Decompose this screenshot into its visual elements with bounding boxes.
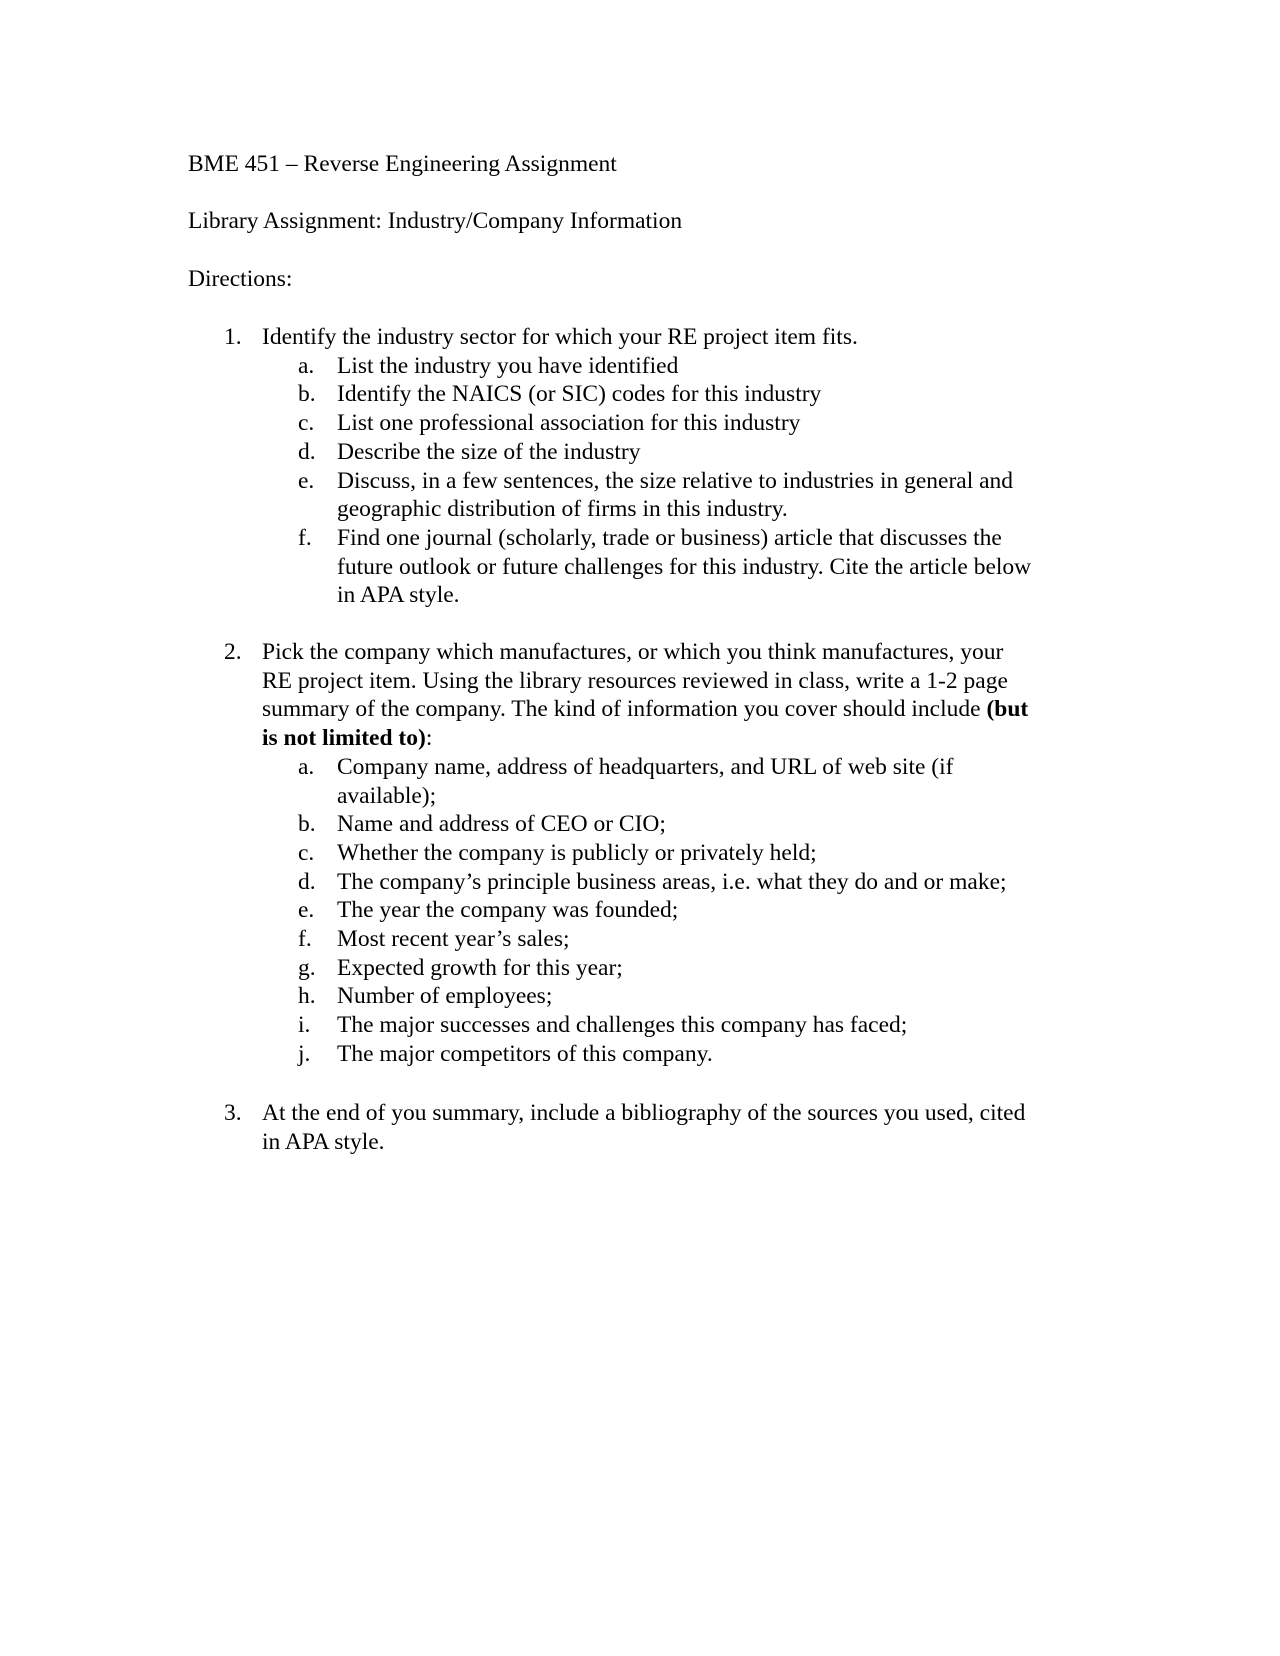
text-line: in APA style. [262,1128,385,1155]
sub-text [337,1011,1280,1040]
bold-text: is not limited to) [262,725,426,752]
text-line: Describe the size of the industry [337,438,641,465]
sub-text [337,438,1280,467]
sub-text [337,896,1280,925]
sub-letter: j. [298,1040,311,1067]
sub-letter: c. [298,839,315,866]
sub-letter: h. [298,983,316,1010]
sub-text [337,925,1280,954]
sub-text [337,352,1280,381]
sub-text [337,753,1280,810]
text-line: The major competitors of this company. [337,1040,713,1067]
sublist-item [0,839,1280,868]
sub-letter: b. [298,381,316,408]
sublist-item [0,524,1280,610]
sublist-item [0,467,1280,524]
sublist-item [0,1040,1280,1069]
document-subtitle: Library Assignment: Industry/Company Information [188,208,683,234]
directions-heading: Directions: [188,266,293,292]
list-item-text [262,1099,1102,1156]
sublist [0,352,1280,610]
sublist-item [0,352,1280,381]
sublist-item [0,1011,1280,1040]
sub-letter: b. [298,811,316,838]
text-line: Number of employees; [337,983,553,1010]
text-run: summary of the company. The kind of information you cover should include [262,696,987,723]
text-line: The company’s principle business areas, i.e. what they do and or make; [337,868,1007,895]
text-line: Most recent year’s sales; [337,926,570,953]
text-run: : [425,725,433,752]
sublist-item [0,954,1280,983]
list-item-text [262,638,1102,753]
sub-letter: f. [298,926,312,953]
text-line: geographic distribution of firms in this industry. [337,496,788,523]
text-line: Company name, address of headquarters, and URL of web site (if [337,753,954,780]
sub-text [337,380,1280,409]
sub-letter: f. [298,524,312,551]
text-line: List the industry you have identified [337,352,679,379]
text-line: At the end of you summary, include a bibliography of the sources you used, cited [262,1100,1026,1126]
list-item-text [262,323,1102,352]
text-line: Pick the company which manufactures, or which you think manufactures, your [262,639,1004,665]
sub-text [337,839,1280,868]
sub-letter: a. [298,753,315,780]
text-line: in APA style. [337,582,460,609]
sub-letter: i. [298,1012,311,1039]
text-line: Identify the industry sector for which your RE project item fits. [262,324,858,350]
text-line: Discuss, in a few sentences, the size relative to industries in general and [337,467,1014,494]
sublist-item [0,982,1280,1011]
sublist-item [0,438,1280,467]
sub-letter: d. [298,438,316,465]
sub-text [337,409,1280,438]
sub-letter: e. [298,897,315,924]
sub-letter: e. [298,467,315,494]
sub-text [337,982,1280,1011]
text-line: Identify the NAICS (or SIC) codes for this industry [337,381,822,408]
list-number: 1. [224,324,242,350]
document-title: BME 451 – Reverse Engineering Assignment [188,151,617,177]
sub-text [337,868,1280,897]
text-line: List one professional association for this industry [337,410,801,437]
sublist-item [0,925,1280,954]
text-line: future outlook or future challenges for this industry. Cite the article below [337,553,1032,580]
sub-letter: g. [298,954,316,981]
sublist-item [0,753,1280,810]
text-line: available); [337,782,437,809]
list-number: 3. [224,1100,242,1126]
text-line [262,695,1102,724]
sublist-item [0,409,1280,438]
bold-text: (but [986,696,1029,723]
sublist-item [0,868,1280,897]
sub-letter: a. [298,352,315,379]
sub-text [337,1040,1280,1069]
text-line [262,724,1102,753]
text-line: The year the company was founded; [337,897,679,924]
sublist-item [0,380,1280,409]
text-line: The major successes and challenges this company has faced; [337,1012,908,1039]
list-number: 2. [224,639,242,665]
sub-letter: d. [298,868,316,895]
sub-text [337,524,1280,610]
sub-text [337,810,1280,839]
sublist-item [0,810,1280,839]
sublist [0,753,1280,1069]
text-line: Expected growth for this year; [337,954,623,981]
text-line: Whether the company is publicly or privately held; [337,839,817,866]
text-line: RE project item. Using the library resources reviewed in class, write a 1-2 page [262,667,1008,694]
sub-text [337,467,1280,524]
sub-letter: c. [298,410,315,437]
text-line: Find one journal (scholarly, trade or business) article that discusses the [337,524,1002,551]
sublist-item [0,896,1280,925]
sub-text [337,954,1280,983]
text-line: Name and address of CEO or CIO; [337,811,666,838]
